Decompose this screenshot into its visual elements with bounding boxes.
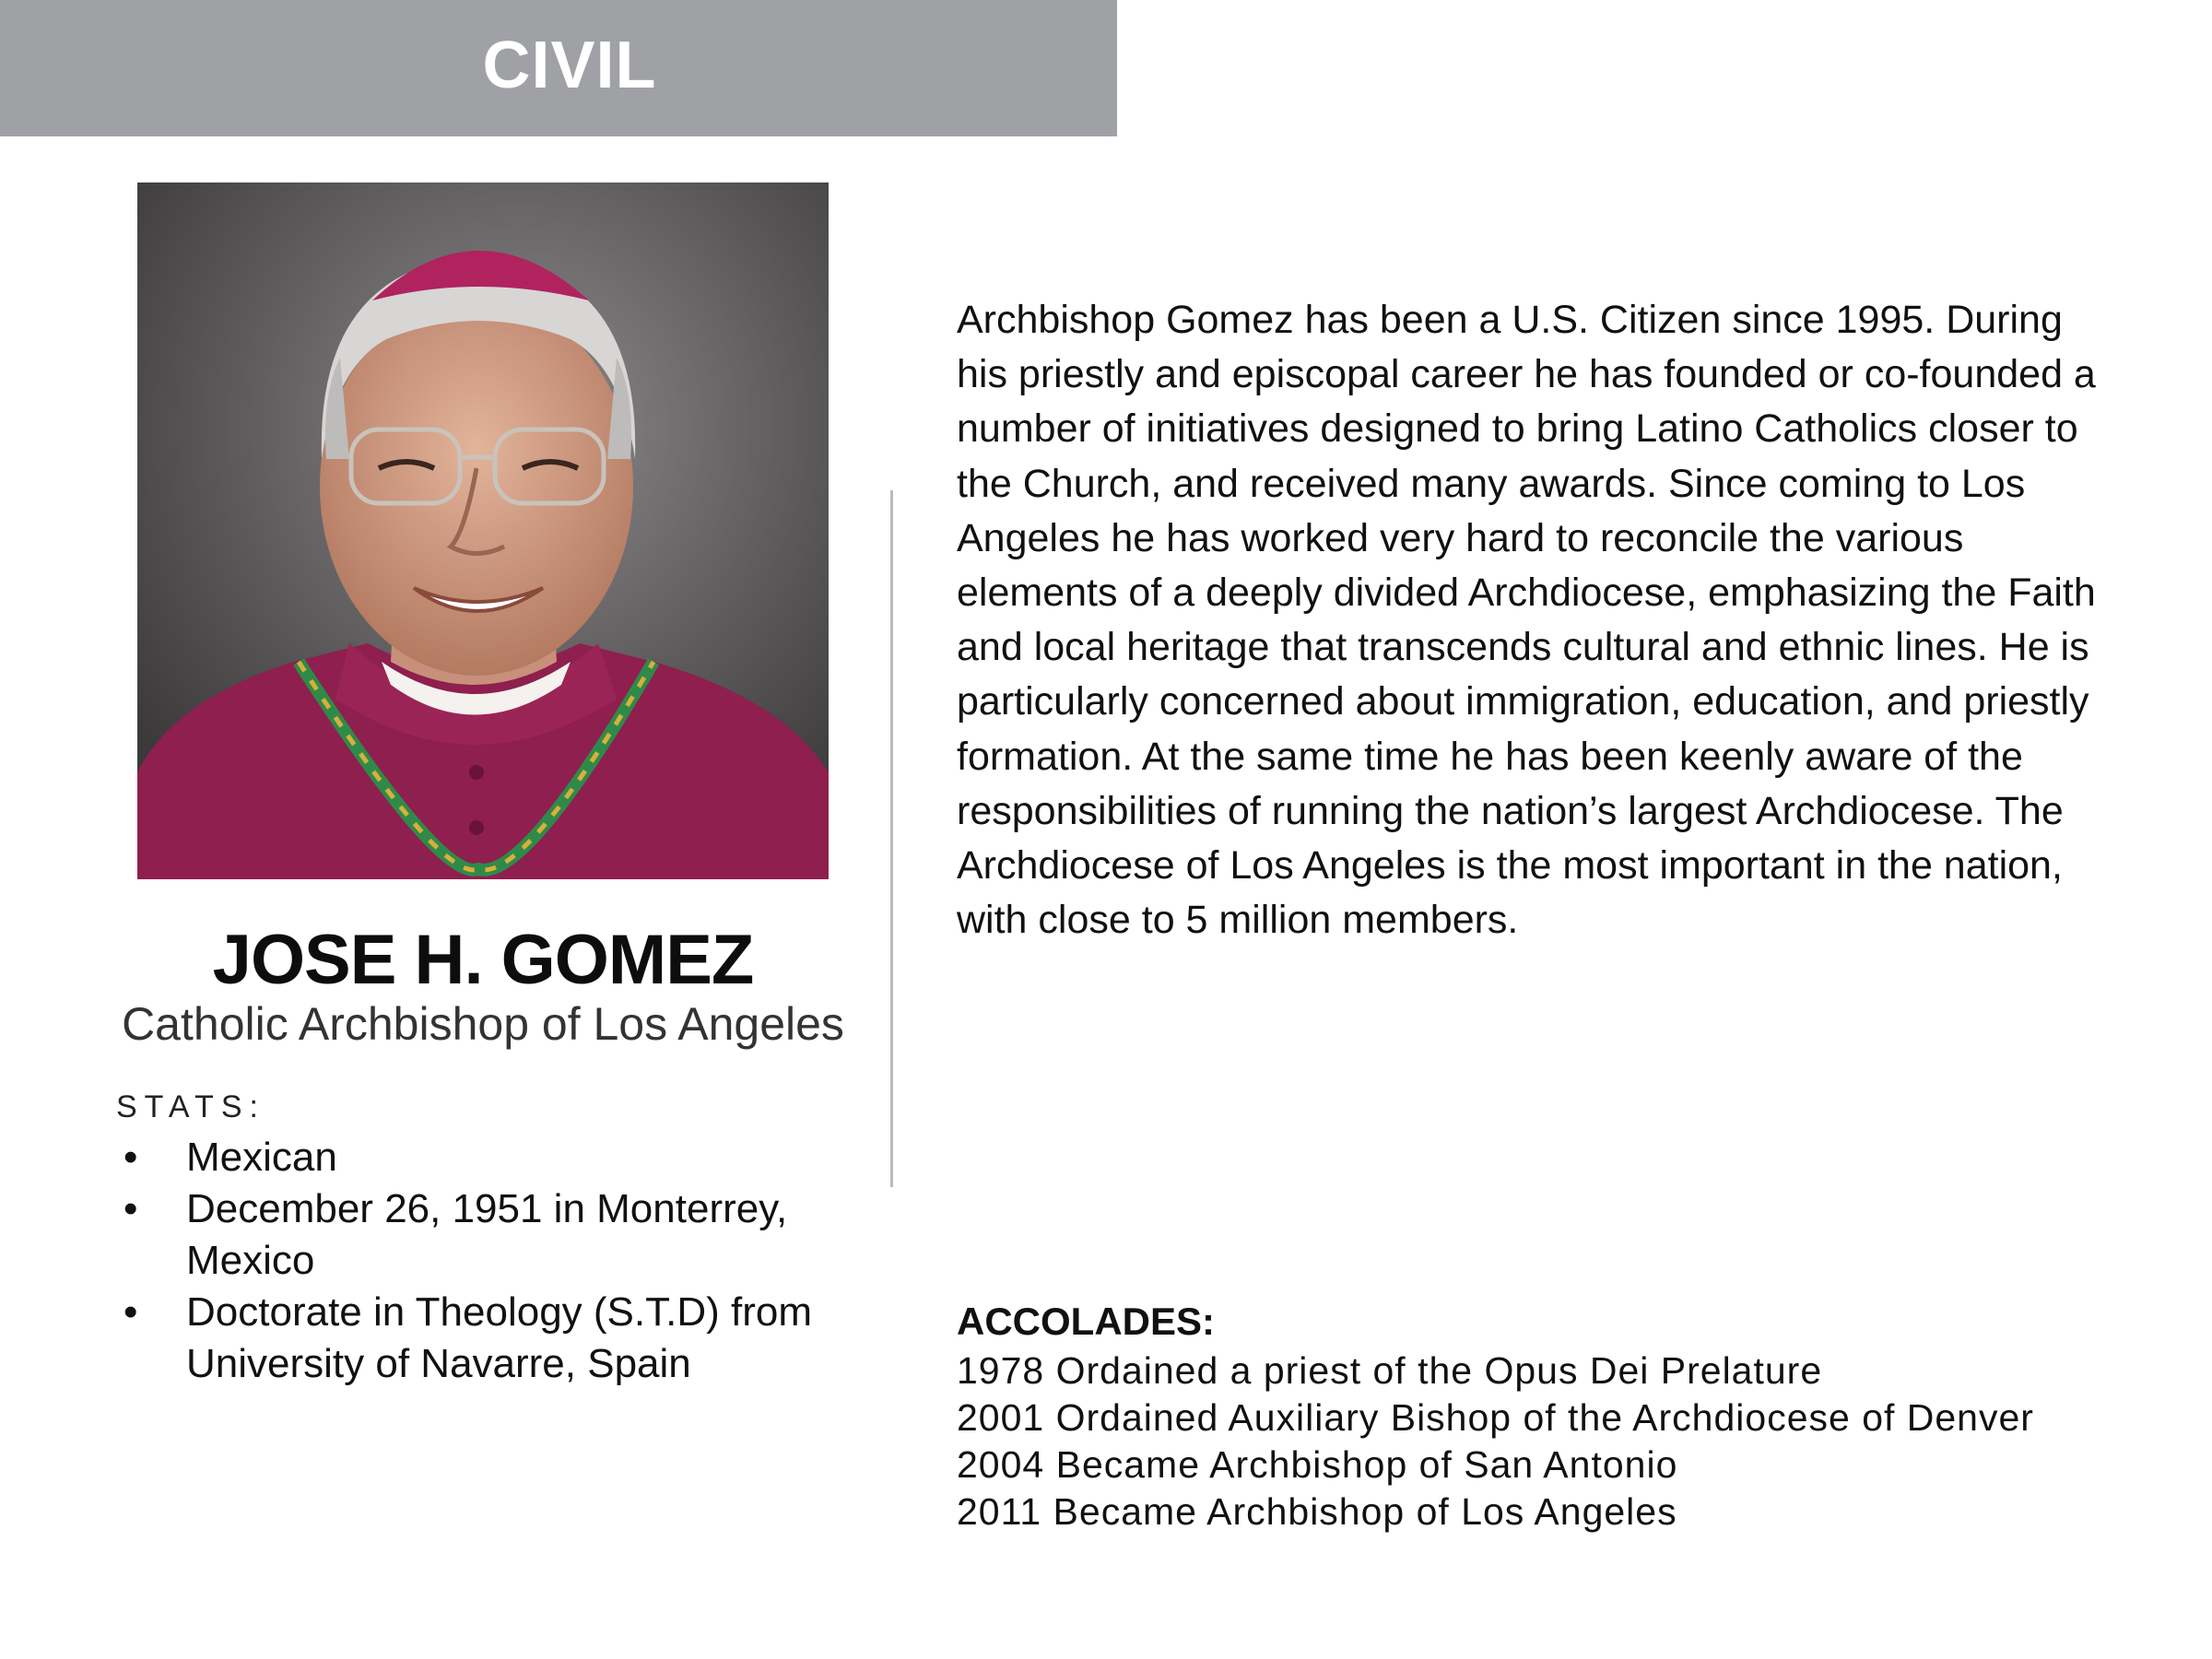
- stats-item-text: Mexican: [186, 1135, 337, 1180]
- column-divider: [890, 490, 893, 1187]
- stats-heading: STATS:: [116, 1089, 265, 1124]
- bullet-icon: •: [124, 1135, 138, 1180]
- portrait-photo: [137, 182, 829, 879]
- category-label: CIVIL: [482, 29, 657, 102]
- biography-text: Archbishop Gomez has been a U.S. Citizen since 1995. During his priestly and episcopal career he has founded or co-founded a number of initiatives designed to bring Latino Catholics closer to the Church, and received many awards. Since coming to Los Angeles he has worked very hard to reconcile the various elements of a deeply divided Archdiocese, emphasizing the Faith and local heritage that transcends cultural and ethnic lines. He is particularly concerned about immigration, education, and priestly formation. At the same time he has been keenly aware of the responsibilities of running the nation’s largest Archdiocese. The Archdiocese of Los Angeles is the most important in the nation, with close to 5 million members.: [957, 298, 2096, 943]
- category-banner: [0, 0, 1117, 136]
- accolades-heading: ACCOLADES:: [957, 1300, 1215, 1343]
- person-name: JOSE H. GOMEZ: [212, 921, 754, 999]
- portrait-illustration: [137, 182, 829, 879]
- accolade-item: 2004 Became Archbishop of San Antonio: [957, 1443, 1678, 1486]
- stats-item-text: Doctorate in Theology (S.T.D) from University of Navarre, Spain: [186, 1289, 812, 1386]
- accolade-item: 2011 Became Archbishop of Los Angeles: [957, 1490, 1677, 1533]
- stats-item-text: December 26, 1951 in Monterrey, Mexico: [186, 1186, 788, 1283]
- stats-item: [116, 1287, 844, 1390]
- stats-list: [116, 1132, 844, 1390]
- accolades-list: [957, 1347, 2173, 1535]
- stats-item: [116, 1132, 844, 1183]
- accolade-item: 2001 Ordained Auxiliary Bishop of the Archdiocese of Denver: [957, 1396, 2034, 1439]
- accolade-item: 1978 Ordained a priest of the Opus Dei Prelature: [957, 1349, 1823, 1392]
- person-role: Catholic Archbishop of Los Angeles: [122, 998, 844, 1050]
- bullet-icon: •: [124, 1289, 138, 1335]
- bullet-icon: •: [124, 1186, 138, 1231]
- stats-item: [116, 1183, 844, 1287]
